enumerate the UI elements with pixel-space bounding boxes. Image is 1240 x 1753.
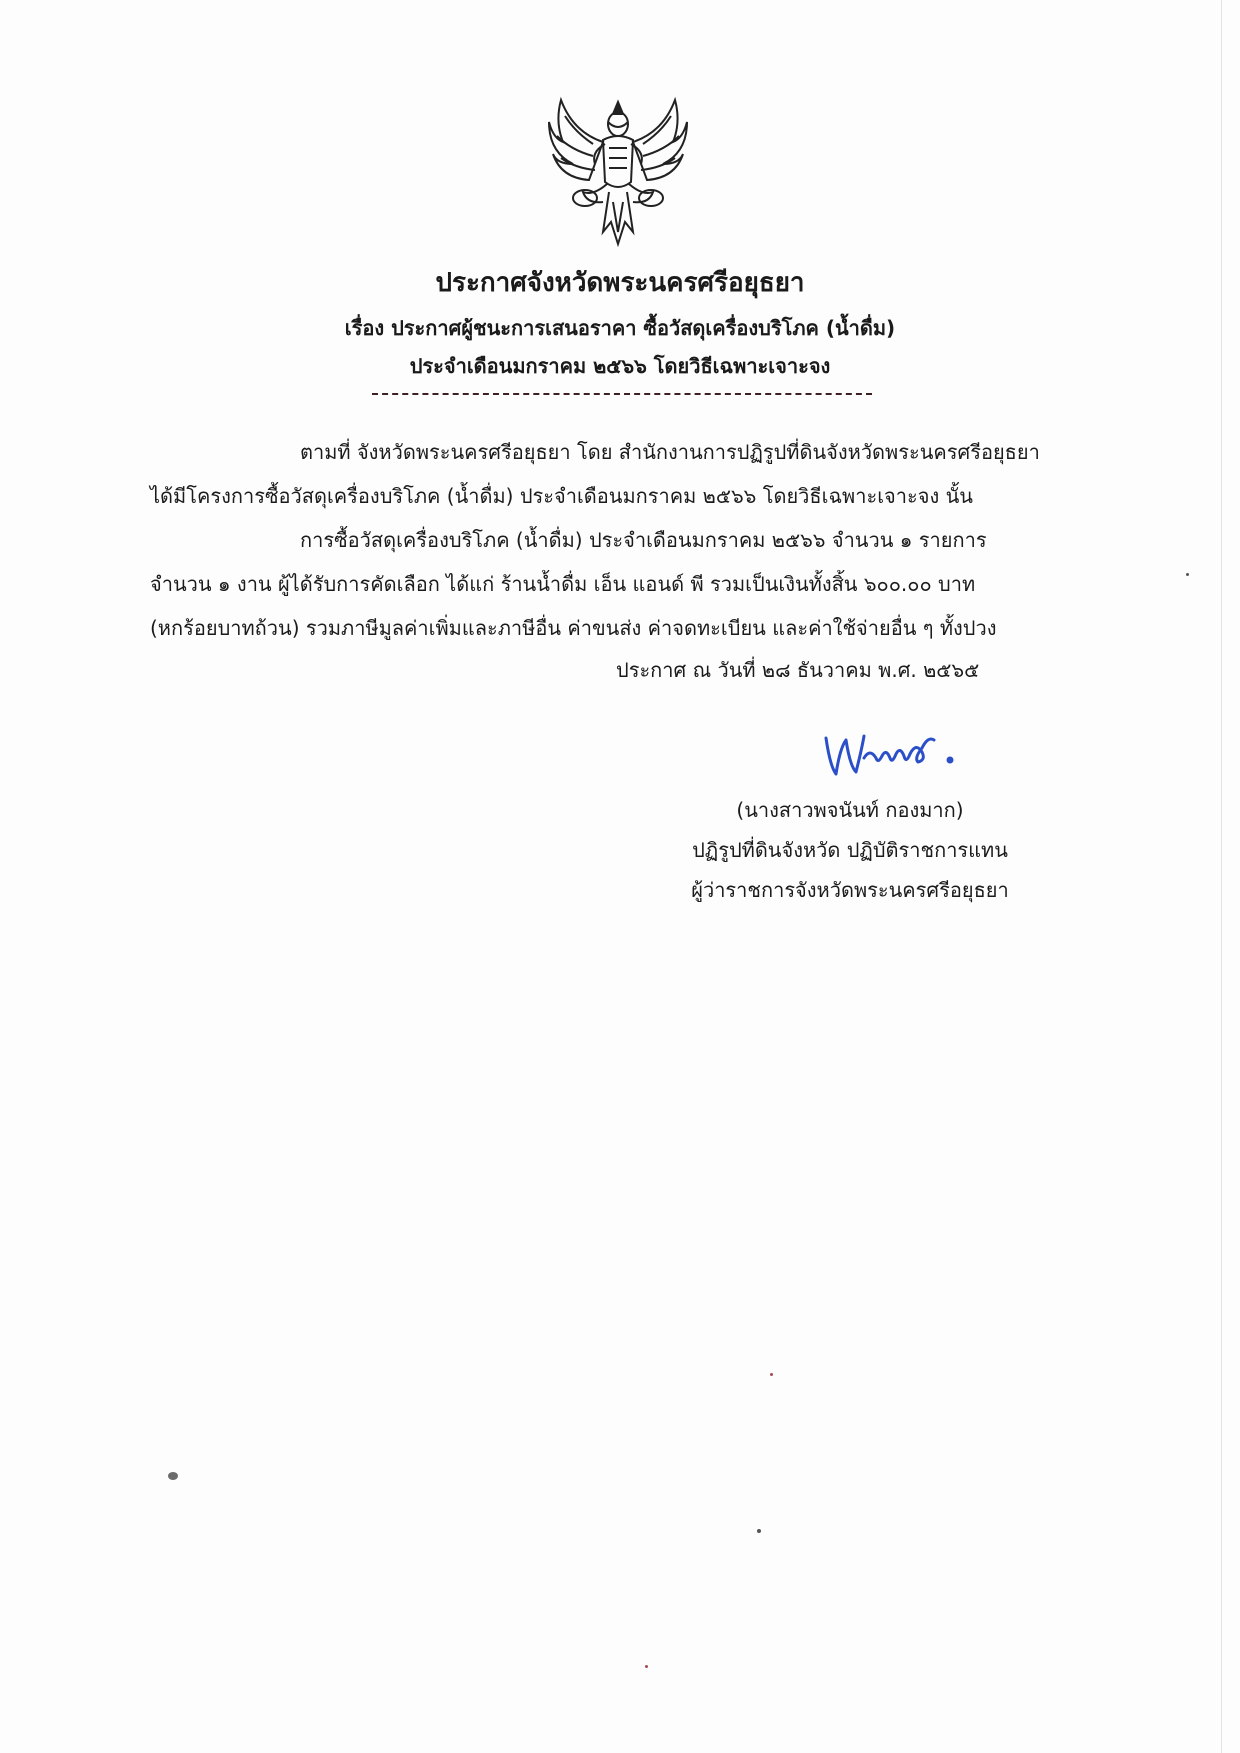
paragraph-2-line-3: (หกร้อยบาทถ้วน) รวมภาษีมูลค่าเพิ่มและภาษีอื่น ค่าขนส่ง ค่าจดทะเบียน และค่าใช้จ่ายอื่น ๆ ทั้งปวง: [150, 616, 997, 640]
signatory-position-1: ปฏิรูปที่ดินจังหวัด ปฏิบัติราชการแทน: [692, 838, 1008, 862]
scan-speck: [770, 1373, 773, 1376]
paragraph-1-line-1: ตามที่ จังหวัดพระนครศรีอยุธยา โดย สำนักงานการปฏิรูปที่ดินจังหวัดพระนครศรีอยุธยา: [300, 440, 1040, 464]
paragraph-2-line-1: การซื้อวัสดุเครื่องบริโภค (น้ำดื่ม) ประจำเดือนมกราคม ๒๕๖๖ จำนวน ๑ รายการ: [300, 528, 987, 552]
handwritten-signature: [818, 718, 968, 788]
signatory-position-2: ผู้ว่าราชการจังหวัดพระนครศรีอยุธยา: [691, 878, 1009, 902]
scan-speck: [757, 1529, 761, 1533]
announcement-date: ประกาศ ณ วันที่ ๒๘ ธันวาคม พ.ศ. ๒๕๖๕: [616, 658, 980, 682]
page-title: ประกาศจังหวัดพระนครศรีอยุธยา: [435, 268, 805, 298]
paragraph-2-line-2: จำนวน ๑ งาน ผู้ได้รับการคัดเลือก ได้แก่ ร้านน้ำดื่ม เอ็น แอนด์ พี รวมเป็นเงินทั้งสิ้น ๖๐๐.๐๐ บาท: [150, 572, 976, 596]
header-divider: [372, 393, 872, 395]
scan-speck: [168, 1472, 178, 1480]
paragraph-1-line-2: ได้มีโครงการซื้อวัสดุเครื่องบริโภค (น้ำดื่ม) ประจำเดือนมกราคม ๒๕๖๖ โดยวิธีเฉพาะเจาะจง นั้น: [150, 484, 973, 508]
subject-line: เรื่อง ประกาศผู้ชนะการเสนอราคา ซื้อวัสดุเครื่องบริโภค (น้ำดื่ม): [344, 316, 896, 340]
subtitle-line: ประจำเดือนมกราคม ๒๕๖๖ โดยวิธีเฉพาะเจาะจง: [409, 354, 831, 378]
garuda-emblem-icon: [543, 92, 693, 252]
signatory-name: (นางสาวพจนันท์ กองมาก): [736, 798, 964, 822]
scan-speck: [645, 1665, 648, 1668]
scan-speck: [1186, 573, 1189, 576]
